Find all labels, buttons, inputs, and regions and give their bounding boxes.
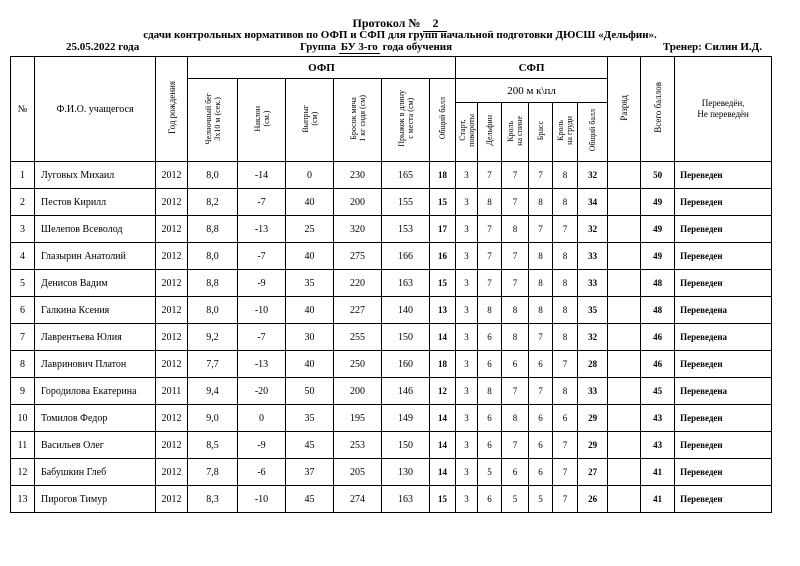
start-turns-cell: 3 [456,216,478,243]
sfp-total-cell: 34 [578,189,608,216]
jump-up-cell: 45 [286,486,334,513]
shuttle-run-cell: 8,8 [188,216,238,243]
birth-year-cell: 2012 [156,351,188,378]
student-name-cell: Пестов Кирилл [35,189,156,216]
long-jump-cell: 130 [382,459,430,486]
backstroke-cell: 7 [502,378,529,405]
transfer-status-cell: Переведен [675,459,772,486]
shuttle-run-cell: 8,5 [188,432,238,459]
header-rank: Разряд [608,57,641,162]
backstroke-cell: 7 [502,189,529,216]
start-turns-cell: 3 [456,486,478,513]
sfp-total-cell: 32 [578,216,608,243]
butterfly-cell: 7 [478,216,502,243]
ofp-total-cell: 14 [430,405,456,432]
rank-cell [608,216,641,243]
shuttle-run-cell: 8,8 [188,270,238,297]
breaststroke-cell: 8 [529,189,553,216]
grand-total-cell: 45 [641,378,675,405]
student-name-cell: Денисов Вадим [35,270,156,297]
header-transferred: Переведён, Не переведён [675,57,772,162]
bend-cell: -7 [238,189,286,216]
birth-year-cell: 2012 [156,432,188,459]
jump-up-cell: 40 [286,297,334,324]
table-row [11,216,772,243]
row-num-cell: 9 [11,378,35,405]
header-breaststroke: Брасс [529,103,553,162]
shuttle-run-cell: 8,0 [188,297,238,324]
transfer-status-cell: Переведен [675,243,772,270]
ofp-total-cell: 13 [430,297,456,324]
start-turns-cell: 3 [456,297,478,324]
rank-cell [608,459,641,486]
grand-total-cell: 46 [641,324,675,351]
sfp-total-cell: 33 [578,270,608,297]
transfer-status-cell: Переведен [675,405,772,432]
shuttle-run-cell: 9,2 [188,324,238,351]
results-table [10,56,772,513]
table-row [11,405,772,432]
butterfly-cell: 7 [478,270,502,297]
row-num-cell: 11 [11,432,35,459]
header-backstroke: Кроль на спине [502,103,529,162]
long-jump-cell: 155 [382,189,430,216]
row-num-cell: 12 [11,459,35,486]
table-row [11,297,772,324]
grand-total-cell: 41 [641,486,675,513]
transfer-status-cell: Переведена [675,297,772,324]
jump-up-cell: 45 [286,432,334,459]
sfp-total-cell: 27 [578,459,608,486]
rank-cell [608,405,641,432]
jump-up-cell: 35 [286,270,334,297]
jump-up-cell: 25 [286,216,334,243]
butterfly-cell: 7 [478,162,502,189]
transfer-status-cell: Переведен [675,216,772,243]
shuttle-run-cell: 8,0 [188,243,238,270]
ball-throw-cell: 253 [334,432,382,459]
start-turns-cell: 3 [456,270,478,297]
transfer-status-cell: Переведен [675,162,772,189]
bend-cell: -13 [238,351,286,378]
header-name: Ф.И.О. учащегося [35,57,156,162]
ofp-total-cell: 17 [430,216,456,243]
start-turns-cell: 3 [456,324,478,351]
freestyle-cell: 7 [553,459,578,486]
backstroke-cell: 6 [502,351,529,378]
start-turns-cell: 3 [456,189,478,216]
header-sfp: СФП [456,57,608,79]
info-row [0,41,800,55]
header-shuttle: Челночный бег 3х10 м (сек.) [188,79,238,162]
student-name-cell: Городилова Екатерина [35,378,156,405]
ofp-total-cell: 14 [430,324,456,351]
group-suffix: года обучения [382,41,453,53]
transfer-status-cell: Переведен [675,189,772,216]
group-value: БУ 3-го [340,41,378,53]
birth-year-cell: 2012 [156,405,188,432]
start-turns-cell: 3 [456,432,478,459]
butterfly-cell: 7 [478,243,502,270]
sfp-total-cell: 28 [578,351,608,378]
ball-throw-cell: 200 [334,378,382,405]
freestyle-cell: 8 [553,378,578,405]
grand-total-cell: 49 [641,216,675,243]
row-num-cell: 3 [11,216,35,243]
ofp-total-cell: 18 [430,351,456,378]
bend-cell: -14 [238,162,286,189]
breaststroke-cell: 7 [529,162,553,189]
group-info [300,41,452,53]
birth-year-cell: 2012 [156,297,188,324]
table-row [11,324,772,351]
long-jump-cell: 165 [382,162,430,189]
rank-cell [608,351,641,378]
table-row [11,351,772,378]
start-turns-cell: 3 [456,459,478,486]
backstroke-cell: 7 [502,243,529,270]
backstroke-cell: 6 [502,459,529,486]
student-name-cell: Бабушкин Глеб [35,459,156,486]
sfp-total-cell: 29 [578,405,608,432]
freestyle-cell: 8 [553,324,578,351]
header-butterfly: Дельфин [478,103,502,162]
sfp-total-cell: 33 [578,243,608,270]
long-jump-cell: 149 [382,405,430,432]
sfp-total-cell: 32 [578,162,608,189]
row-num-cell: 8 [11,351,35,378]
bend-cell: -20 [238,378,286,405]
ball-throw-cell: 195 [334,405,382,432]
header-sfp-total: Общий балл [578,103,608,162]
rank-cell [608,432,641,459]
breaststroke-cell: 7 [529,324,553,351]
row-num-cell: 5 [11,270,35,297]
protocol-number: 2 [423,16,447,32]
freestyle-cell: 8 [553,162,578,189]
start-turns-cell: 3 [456,378,478,405]
bend-cell: -13 [238,216,286,243]
row-num-cell: 13 [11,486,35,513]
birth-year-cell: 2012 [156,486,188,513]
row-num-cell: 1 [11,162,35,189]
grand-total-cell: 49 [641,243,675,270]
grand-total-cell: 48 [641,270,675,297]
backstroke-cell: 8 [502,216,529,243]
header-sfp-sub: 200 м к\пл [456,79,608,103]
birth-year-cell: 2012 [156,243,188,270]
long-jump-cell: 166 [382,243,430,270]
jump-up-cell: 40 [286,189,334,216]
butterfly-cell: 8 [478,189,502,216]
header-num: № [11,57,35,162]
breaststroke-cell: 8 [529,297,553,324]
long-jump-cell: 150 [382,324,430,351]
ball-throw-cell: 227 [334,297,382,324]
protocol-date: 25.05.2022 года [66,41,140,53]
ball-throw-cell: 250 [334,351,382,378]
ball-throw-cell: 275 [334,243,382,270]
jump-up-cell: 50 [286,378,334,405]
breaststroke-cell: 7 [529,378,553,405]
freestyle-cell: 7 [553,216,578,243]
bend-cell: -7 [238,243,286,270]
transfer-status-cell: Переведена [675,324,772,351]
start-turns-cell: 3 [456,243,478,270]
butterfly-cell: 6 [478,405,502,432]
shuttle-run-cell: 9,0 [188,405,238,432]
transfer-status-cell: Переведен [675,432,772,459]
long-jump-cell: 140 [382,297,430,324]
birth-year-cell: 2012 [156,324,188,351]
breaststroke-cell: 6 [529,405,553,432]
page-subtitle: сдачи контрольных нормативов по ОФП и СФП для групп начальной подготовки ДЮСШ «Дельфин». [143,29,657,41]
long-jump-cell: 153 [382,216,430,243]
sfp-total-cell: 32 [578,324,608,351]
rank-cell [608,189,641,216]
ofp-total-cell: 15 [430,189,456,216]
freestyle-cell: 8 [553,297,578,324]
table-row [11,486,772,513]
ball-throw-cell: 220 [334,270,382,297]
header-jump-up: Выпрыг (см) [286,79,334,162]
table-row [11,459,772,486]
rank-cell [608,270,641,297]
birth-year-cell: 2011 [156,378,188,405]
birth-year-cell: 2012 [156,270,188,297]
breaststroke-cell: 6 [529,459,553,486]
backstroke-cell: 7 [502,162,529,189]
freestyle-cell: 6 [553,405,578,432]
table-row [11,378,772,405]
birth-year-cell: 2012 [156,216,188,243]
shuttle-run-cell: 8,2 [188,189,238,216]
butterfly-cell: 6 [478,324,502,351]
jump-up-cell: 35 [286,405,334,432]
shuttle-run-cell: 7,7 [188,351,238,378]
shuttle-run-cell: 8,0 [188,162,238,189]
jump-up-cell: 0 [286,162,334,189]
table-row [11,270,772,297]
sfp-total-cell: 29 [578,432,608,459]
jump-up-cell: 37 [286,459,334,486]
results-body [11,162,772,513]
jump-up-cell: 30 [286,324,334,351]
table-row [11,189,772,216]
rank-cell [608,378,641,405]
ofp-total-cell: 12 [430,378,456,405]
student-name-cell: Галкина Ксения [35,297,156,324]
ball-throw-cell: 200 [334,189,382,216]
backstroke-cell: 5 [502,486,529,513]
grand-total-cell: 49 [641,189,675,216]
student-name-cell: Васильев Олег [35,432,156,459]
bend-cell: -9 [238,270,286,297]
breaststroke-cell: 6 [529,432,553,459]
breaststroke-cell: 5 [529,486,553,513]
backstroke-cell: 8 [502,297,529,324]
rank-cell [608,162,641,189]
header-ofp: ОФП [188,57,456,79]
long-jump-cell: 163 [382,270,430,297]
freestyle-cell: 7 [553,432,578,459]
ofp-total-cell: 15 [430,270,456,297]
header-start-turns: Старт, повороты [456,103,478,162]
group-prefix: Группа [300,41,336,53]
freestyle-cell: 7 [553,351,578,378]
student-name-cell: Томилов Федор [35,405,156,432]
breaststroke-cell: 8 [529,270,553,297]
row-num-cell: 4 [11,243,35,270]
backstroke-cell: 8 [502,324,529,351]
row-num-cell: 2 [11,189,35,216]
butterfly-cell: 6 [478,486,502,513]
student-name-cell: Лаврентьева Юлия [35,324,156,351]
table-row [11,243,772,270]
rank-cell [608,324,641,351]
grand-total-cell: 43 [641,405,675,432]
header-ofp-total: Общий балл [430,79,456,162]
rank-cell [608,297,641,324]
grand-total-cell: 43 [641,432,675,459]
bend-cell: -10 [238,297,286,324]
long-jump-cell: 150 [382,432,430,459]
bend-cell: -7 [238,324,286,351]
grand-total-cell: 41 [641,459,675,486]
ofp-total-cell: 14 [430,459,456,486]
grand-total-cell: 46 [641,351,675,378]
birth-year-cell: 2012 [156,162,188,189]
birth-year-cell: 2012 [156,459,188,486]
rank-cell [608,243,641,270]
ball-throw-cell: 320 [334,216,382,243]
ofp-total-cell: 15 [430,486,456,513]
transfer-status-cell: Переведен [675,270,772,297]
student-name-cell: Шелепов Всеволод [35,216,156,243]
birth-year-cell: 2012 [156,189,188,216]
ofp-total-cell: 16 [430,243,456,270]
freestyle-cell: 7 [553,486,578,513]
start-turns-cell: 3 [456,162,478,189]
backstroke-cell: 7 [502,432,529,459]
rank-cell [608,486,641,513]
header-bend: Наклон (см.) [238,79,286,162]
long-jump-cell: 146 [382,378,430,405]
sfp-total-cell: 35 [578,297,608,324]
grand-total-cell: 50 [641,162,675,189]
sfp-total-cell: 26 [578,486,608,513]
butterfly-cell: 8 [478,297,502,324]
freestyle-cell: 8 [553,270,578,297]
freestyle-cell: 8 [553,189,578,216]
ball-throw-cell: 255 [334,324,382,351]
grand-total-cell: 48 [641,297,675,324]
jump-up-cell: 40 [286,243,334,270]
ofp-total-cell: 18 [430,162,456,189]
backstroke-cell: 8 [502,405,529,432]
student-name-cell: Глазырин Анатолий [35,243,156,270]
long-jump-cell: 163 [382,486,430,513]
header-long-jump: Прыжок в длину с места (см) [382,79,430,162]
backstroke-cell: 7 [502,270,529,297]
jump-up-cell: 40 [286,351,334,378]
table-row [11,432,772,459]
breaststroke-cell: 7 [529,216,553,243]
bend-cell: 0 [238,405,286,432]
transfer-status-cell: Переведен [675,486,772,513]
breaststroke-cell: 6 [529,351,553,378]
bend-cell: -6 [238,459,286,486]
butterfly-cell: 5 [478,459,502,486]
transfer-status-cell: Переведена [675,378,772,405]
butterfly-cell: 8 [478,378,502,405]
bend-cell: -9 [238,432,286,459]
sfp-total-cell: 33 [578,378,608,405]
header-year: Год рождения [156,57,188,162]
ball-throw-cell: 274 [334,486,382,513]
student-name-cell: Пирогов Тимур [35,486,156,513]
header-freestyle: Кроль на груди [553,103,578,162]
header-ball-throw: Бросок мяча 1 кг сидя (см) [334,79,382,162]
trainer-name: Тренер: Силин И.Д. [662,41,762,53]
butterfly-cell: 6 [478,351,502,378]
title-prefix: Протокол № [352,16,421,30]
ofp-total-cell: 14 [430,432,456,459]
start-turns-cell: 3 [456,351,478,378]
header-grand-total: Всего баллов [641,57,675,162]
student-name-cell: Лавринович Платон [35,351,156,378]
row-num-cell: 7 [11,324,35,351]
breaststroke-cell: 8 [529,243,553,270]
ball-throw-cell: 230 [334,162,382,189]
long-jump-cell: 160 [382,351,430,378]
start-turns-cell: 3 [456,405,478,432]
row-num-cell: 10 [11,405,35,432]
transfer-status-cell: Переведен [675,351,772,378]
student-name-cell: Луговых Михаил [35,162,156,189]
shuttle-run-cell: 9,4 [188,378,238,405]
bend-cell: -10 [238,486,286,513]
butterfly-cell: 6 [478,432,502,459]
shuttle-run-cell: 8,3 [188,486,238,513]
row-num-cell: 6 [11,297,35,324]
ball-throw-cell: 205 [334,459,382,486]
table-row [11,162,772,189]
shuttle-run-cell: 7,8 [188,459,238,486]
freestyle-cell: 8 [553,243,578,270]
